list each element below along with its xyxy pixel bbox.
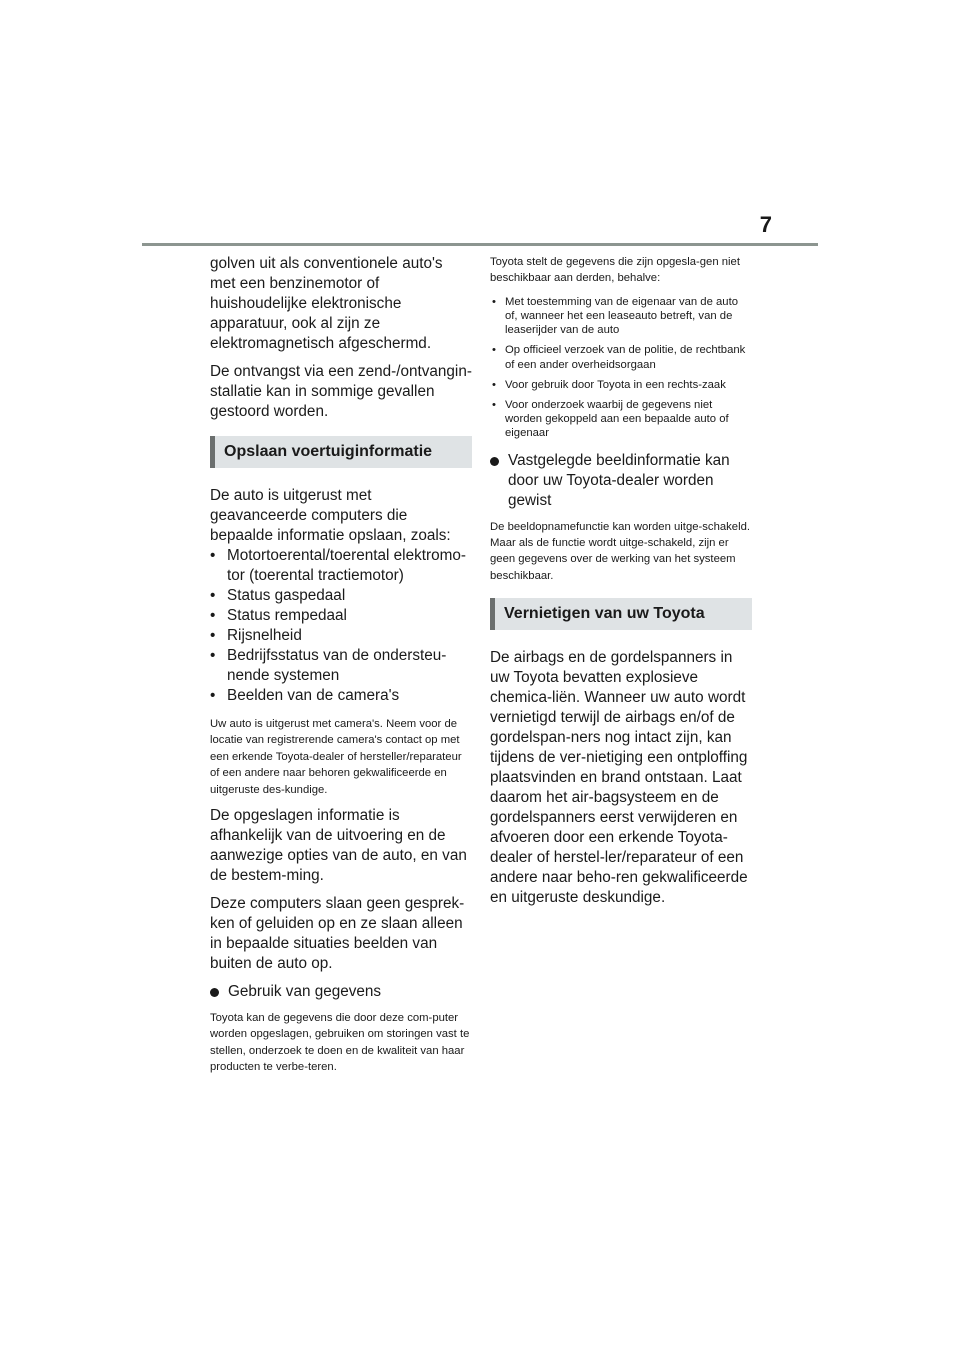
- section-intro: De auto is uitgerust met geavanceerde computers die bepaalde informatie opslaan, zoals:: [210, 487, 451, 544]
- list-item: • Voor gebruik door Toyota in een rechts-zaak: [490, 378, 752, 392]
- reception-paragraph: De ontvangst via een zend-/ontvangin-stallatie kan in sommige gevallen gestoord worden.: [210, 363, 472, 420]
- third-party-note: Toyota stelt de gegevens die zijn opgesla-gen niet beschikbaar aan derden, behalve:: [490, 256, 740, 285]
- data-use-note: Toyota kan de gegevens die door deze com-puter worden opgeslagen, gebruiken om storingen vast te stellen, onderzoek te doen en de kwaliteit van haar producten te verbe-teren.: [210, 1012, 470, 1074]
- list-item: • Status gaspedaal: [210, 586, 472, 606]
- intro-paragraph: golven uit als conventionele auto's met een benzinemotor of huishoudelijke elektronische apparatuur, ook al zijn ze elektromagnetisch afgeschermd.: [210, 255, 443, 352]
- list-item: • Motortoerental/toerental elektromo-tor (toerental tractiemotor): [210, 546, 472, 586]
- disposal-paragraph: De airbags en de gordelspanners in uw Toyota bevatten explosieve chemica-liën. Wanneer uw auto wordt vernietigd terwijl de airbags en/of de gordelspan-ners nog intact zijn, kan tijdens de ver-nietiging een ontploffing plaatsvinden en brand ontstaan. Laat daarom het air-bagsysteem en de gordelspanners eerst verwijderen en afvoeren door een erkende Toyota-dealer of herstel-ler/reparateur of een andere naar beho-ren gekwalificeerde en uitgeruste deskundige.: [490, 649, 748, 907]
- right-column: [490, 254, 752, 916]
- recording-note: De beeldopnamefunctie kan worden uitge-schakeld. Maar als de functie wordt uitge-schakeld, zijn er geen gegevens over de werking van het systeem beschikbaar.: [490, 520, 750, 582]
- no-audio-paragraph: Deze computers slaan geen gesprek-ken of geluiden op en ze slaan alleen in bepaalde situaties beelden van buiten de auto op.: [210, 895, 465, 973]
- stored-info-list: [210, 546, 472, 706]
- bullet-heading: Vastgelegde beeldinformatie kan door uw Toyota-dealer worden gewist: [508, 451, 730, 509]
- list-item: • Beelden van de camera's: [210, 686, 472, 706]
- left-column: [210, 254, 472, 1084]
- exceptions-list: [490, 295, 752, 441]
- list-item: • Met toestemming van de eigenaar van de auto of, wanneer het een leaseauto betreft, van de leaserijder van de auto: [490, 295, 752, 338]
- section-title-vehicle-info: Opslaan voertuiginformatie: [210, 436, 472, 468]
- section-title-disposal: Vernietigen van uw Toyota: [490, 598, 752, 630]
- bullet-image-info: [490, 451, 752, 511]
- list-item: • Bedrijfsstatus van de ondersteu-nende systemen: [210, 646, 472, 686]
- page-number: 7: [759, 212, 772, 237]
- list-item: • Op officieel verzoek van de politie, de rechtbank of een ander overheidsorgaan: [490, 343, 752, 371]
- list-item: • Status rempedaal: [210, 606, 472, 626]
- list-item: • Rijsnelheid: [210, 626, 472, 646]
- stored-info-paragraph: De opgeslagen informatie is afhankelijk van de uitvoering en de aanwezige opties van de auto, en van de bestem-ming.: [210, 807, 467, 885]
- bullet-heading: Gebruik van gegevens: [228, 983, 382, 1001]
- bullet-dot-icon: [210, 988, 219, 997]
- bullet-data-use: [210, 982, 472, 1002]
- list-item: • Voor onderzoek waarbij de gegevens niet worden gekoppeld aan een bepaalde auto of eigenaar: [490, 398, 752, 441]
- bullet-dot-icon: [490, 457, 499, 466]
- header-rule: [142, 243, 818, 246]
- camera-note: Uw auto is uitgerust met camera's. Neem voor de locatie van registrerende camera's contact op met een erkende Toyota-dealer of hersteller/reparateur of een andere naar behoren gekwalificeerde en uitgeruste des-kundige.: [210, 718, 462, 796]
